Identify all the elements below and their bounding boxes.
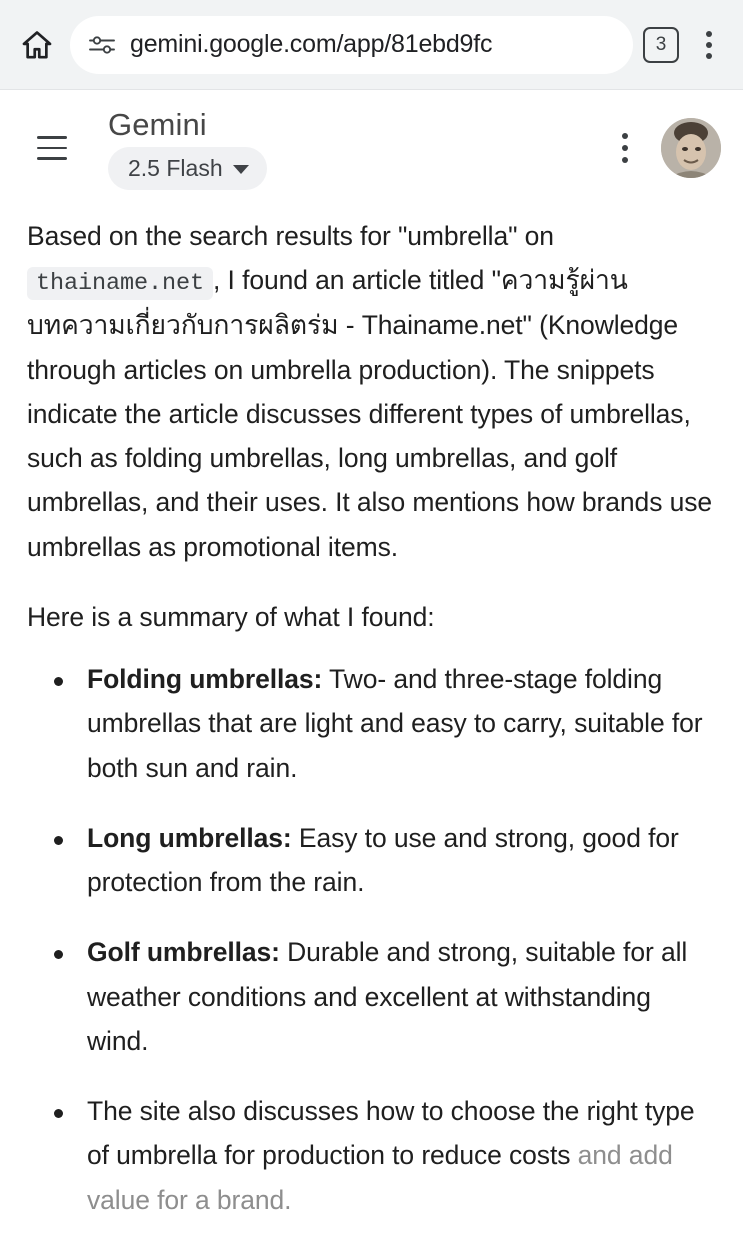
home-icon (20, 28, 54, 62)
sidebar-toggle-button[interactable] (26, 122, 78, 174)
model-label: 2.5 Flash (128, 154, 223, 181)
list-item-text: Easy to use and strong, good for protection from the rain. (87, 822, 679, 898)
menu-icon-line (37, 157, 67, 159)
tune-icon (88, 33, 118, 57)
app-title-block (108, 107, 595, 190)
menu-icon-line (37, 147, 67, 149)
paragraph-1-part-a: Based on the search results for "umbrella" on (27, 221, 554, 251)
list-item-label: Golf umbrellas: (87, 937, 280, 968)
list-item (27, 657, 717, 790)
model-selector[interactable] (108, 147, 267, 190)
chevron-down-icon (233, 165, 249, 174)
paragraph-1-part-b: , I found an article titled "ความรู้ผ่านบทความเกี่ยวกับการผลิตร่ม - Thainame.net" (Knowledge through articles on umbrella production). The snippets indicate the article discusses different types of umbrellas, such as folding umbrellas, long umbrellas, and golf umbrellas, and their uses. It also mentions how brands use umbrellas as promotional items. (27, 265, 713, 562)
dot (706, 31, 712, 37)
dot (622, 133, 628, 139)
browser-menu-button[interactable] (689, 22, 729, 68)
avatar[interactable] (661, 118, 721, 178)
avatar-image (661, 118, 721, 178)
address-bar[interactable] (70, 16, 633, 74)
list-item (27, 930, 717, 1063)
summary-list (27, 657, 717, 1222)
list-item (27, 1089, 717, 1222)
list-item-text-faded: and add value for a brand. (87, 1140, 673, 1215)
menu-icon-line (37, 136, 67, 138)
browser-toolbar (0, 0, 743, 90)
list-item-label: Long umbrellas: (87, 822, 292, 853)
list-item (27, 816, 717, 905)
home-button[interactable] (14, 22, 60, 68)
app-header (0, 90, 743, 206)
url-text: gemini.google.com/app/81ebd9fc (130, 30, 493, 58)
tab-count-label: 3 (655, 33, 667, 55)
overflow-menu-button[interactable] (605, 122, 645, 174)
tab-switcher-button[interactable] (643, 27, 679, 63)
response-paragraph-1 (27, 214, 717, 569)
header-actions (605, 118, 721, 178)
list-item-label: Folding umbrellas: (87, 664, 323, 695)
dot (622, 145, 628, 151)
response-paragraph-2: Here is a summary of what I found: (27, 601, 435, 632)
list-item-text: Two- and three-stage folding umbrellas that are light and easy to carry, suitable for both sun and rain. (87, 664, 703, 783)
inline-code-domain: thainame.net (27, 267, 213, 300)
conversation-content (0, 206, 743, 1222)
dot (622, 157, 628, 163)
dot (706, 42, 712, 48)
dot (706, 53, 712, 59)
list-item-text: The site also discusses how to choose the right type of umbrella for production to reduce costs (87, 1096, 695, 1171)
page-title: Gemini (108, 106, 207, 142)
list-item-text: Durable and strong, suitable for all weather conditions and excellent at withstanding wind. (87, 937, 688, 1056)
